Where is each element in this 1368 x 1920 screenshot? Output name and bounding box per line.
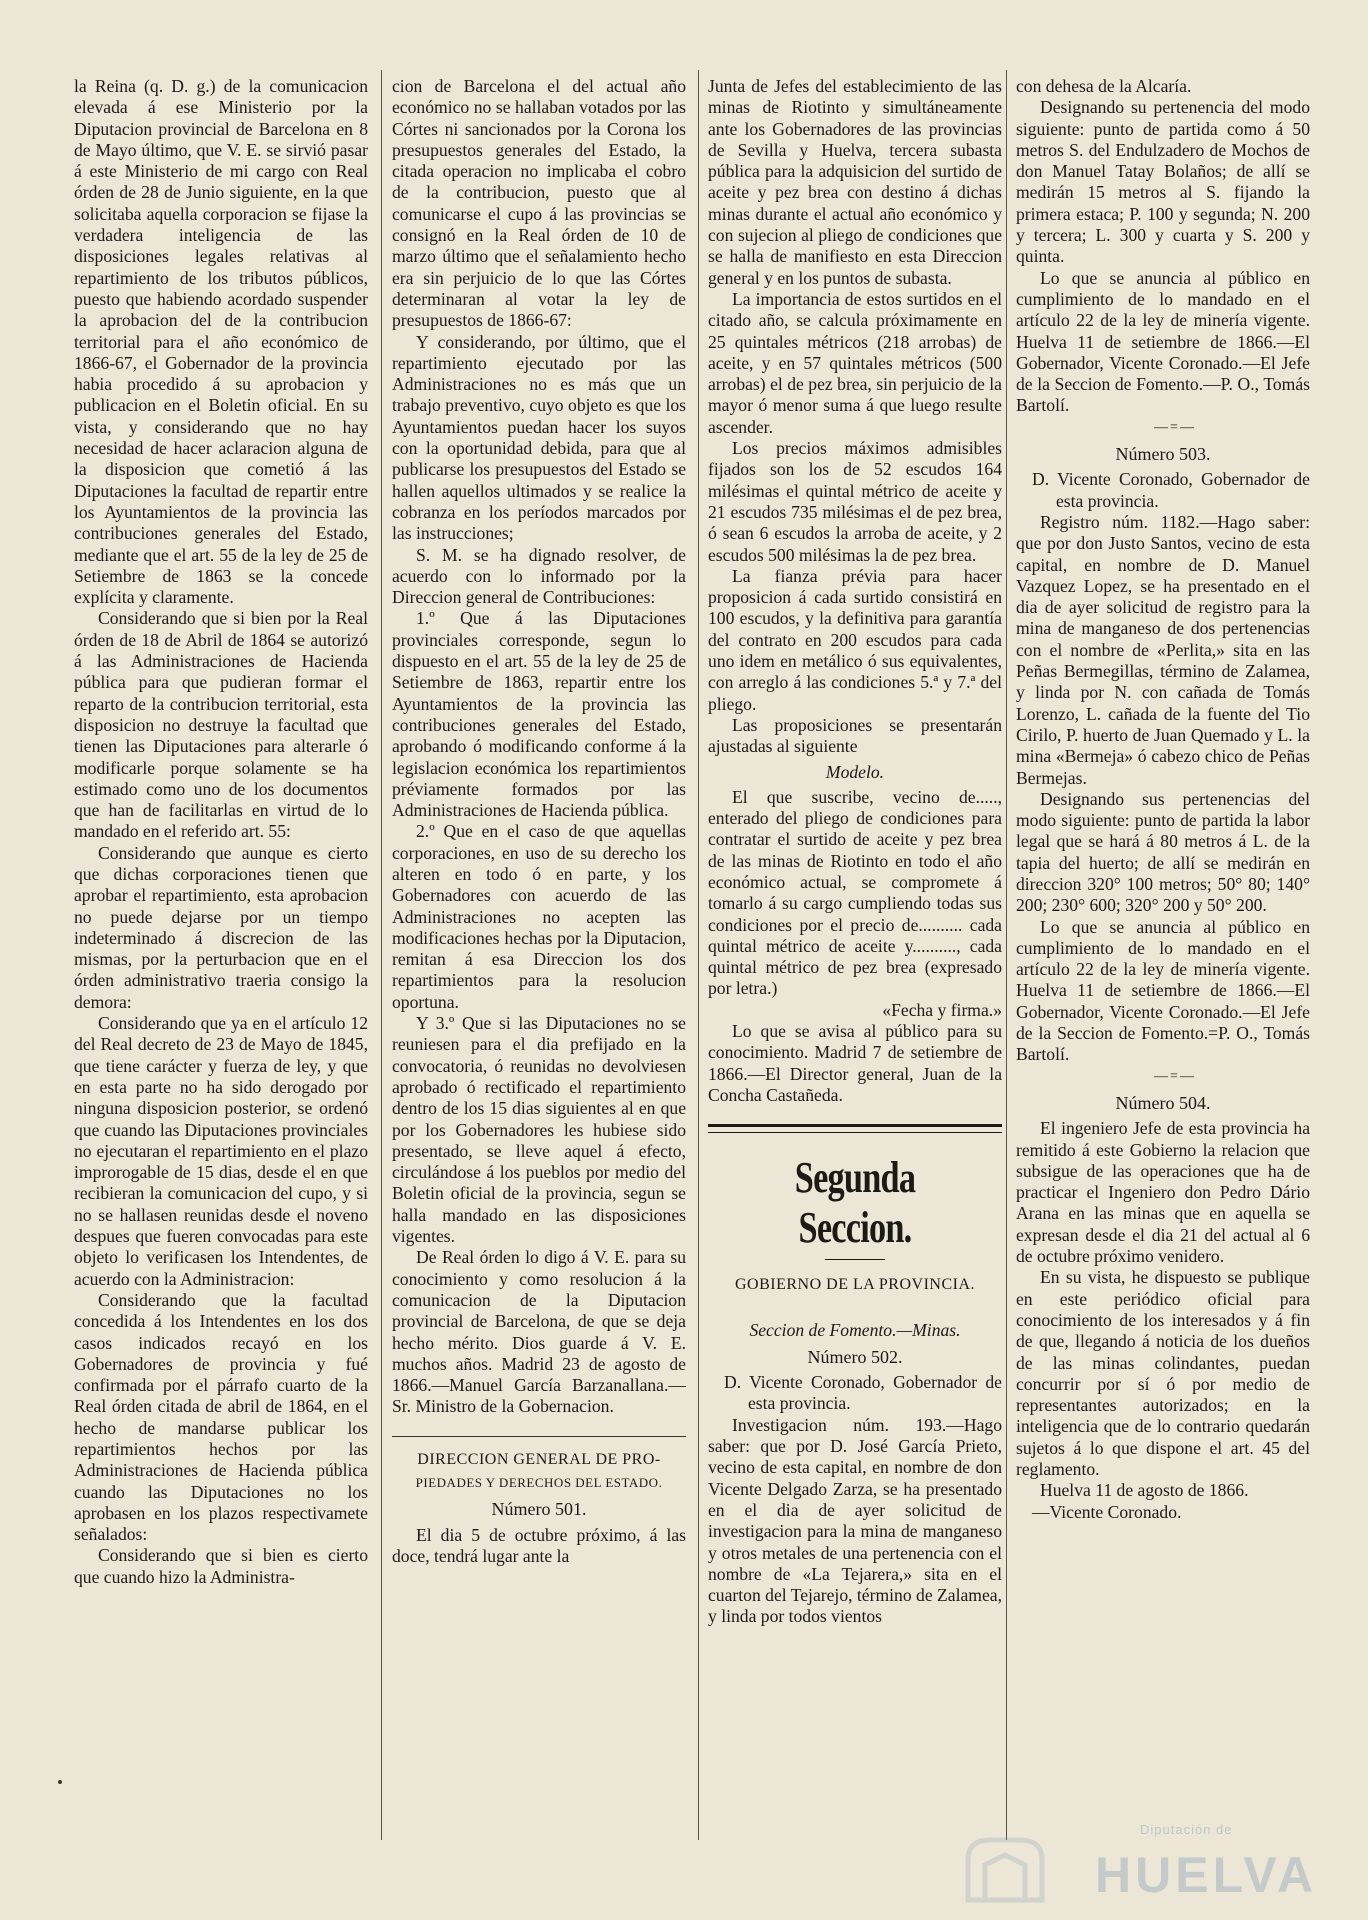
paragraph: De Real órden lo digo á V. E. para su conocimiento y como resolucion á la comunicacion de la Diputacion provincial de Barcelona, de que se deja hecho mérito. Dios guarde á V. E. muchos años. Madrid 23 de agosto de 1866.—Manuel García Barzanallana.—Sr. Ministro de la Gobernacion. (392, 1247, 686, 1417)
section-heading: Segunda Seccion. (794, 1153, 916, 1253)
paragraph: Lo que se anuncia al público en cumplimiento de lo mandado en el artículo 22 de la ley de minería vigente. Huelva 11 de setiembre de 1866.—El Gobernador, Vicente Coronado.—El Jefe de la Seccion de Fomento.=P. O., Tomás Bartolí. (1016, 916, 1310, 1065)
paragraph: Considerando que si bien por la Real órden de 18 de Abril de 1864 se autorizó á las Administraciones de Hacienda pública para que pudieran formar el reparto de la contribucion territorial, esta disposicion no destruye la facultad que tienen las Diputaciones para alterarle ó modificarle porque solamente se ha estimado como uno de los documentos que han de facilitarlas en virtud de lo mandado en el referido art. 55: (74, 608, 368, 842)
short-rule (825, 1259, 885, 1260)
column-3 (708, 76, 1002, 1906)
paragraph: Designando su pertenencia del modo siguiente: punto de partida como á 50 metros S. del Endulzadero de Mochos de don Manuel Tatay Bolaños; de allí se medirán 15 metros al S. fijando la primera estaca; P. 100 y segunda; N. 200 y tercera; L. 300 y cuarta y S. 200 y quinta. (1016, 97, 1310, 267)
paragraph: la Reina (q. D. g.) de la comunicacion elevada á ese Ministerio por la Diputacion provincial de Barcelona en 8 de Mayo último, que V. E. se sirvió pasar á este Ministerio de mi cargo con Real órden de 28 de Junio siguiente, en la que solicitaba aquella corporacion se fijase la verdadera inteligencia de las disposiciones legales relativas al repartimiento de los tributos públicos, puesto que habiendo acordado suspender la aprobacion del de la contribucion territorial para el año económico de 1866-67, el Gobernador de la provincia habia procedido á su aprobacion y publicacion en el Boletin oficial. En su vista, y considerando que no hay necesidad de hacer aclaracion alguna de la disposicion que cometió á las Diputaciones la facultad de repartir entre los Ayuntamientos de la provincia las contribuciones generales del Estado, mediante que el art. 55 de la ley de 25 de Setiembre de 1863 se la concede explícita y claramente. (74, 76, 368, 608)
signature: —Vicente Coronado. (1032, 1501, 1182, 1522)
double-rule (708, 1124, 1002, 1133)
paragraph: Lo que se anuncia al público en cumplimiento de lo mandado en el artículo 22 de la ley de minería vigente. Huelva 11 de setiembre de 1866.—El Gobernador, Vicente Coronado.—El Jefe de la Seccion de Fomento.—P. O., Tomás Bartolí. (1016, 267, 1310, 416)
paragraph: Registro núm. 1182.—Hago saber: que por don Justo Santos, vecino de esta capital, en nombre de D. Manuel Vazquez Lopez, se ha presentado en el dia de ayer solicitud de registro para la mina de manganeso de dos pertenencias con el nombre de «Perlita,» sita en las Peñas Bermegillas, término de Zalamea, y linda por N. con cañada de Tomás Lorenzo, L. cañada de la fuente del Tio Cirilo, P. huerto de Juan Quemado y L. la mina «Bermeja» ó cabezo chico de Peñas Bermejas. (1016, 511, 1310, 788)
paragraph: En su vista, he dispuesto se publique en este periódico oficial para conocimiento de los interesados y á fin de que, llegando á noticia de los dueños de las minas colindantes, puedan concurrir por sí ó por medio de representantes autorizados; en la inteligencia que de lo contrario quedarán sujetos á lo que dispone el art. 45 del reglamento. (1016, 1267, 1310, 1479)
paragraph: La importancia de estos surtidos en el citado año, se calcula próximamente en 25 quintales métricos (218 arrobas) de aceite, y en 57 quintales métricos (500 arrobas) el de pez brea, sin perjuicio de la mayor ó menor suma á que luego resulte ascender. (708, 288, 1002, 437)
heading: DIRECCION GENERAL DE PRO- (417, 1450, 661, 1468)
paragraph: El que suscribe, vecino de....., enterado del pliego de condiciones para contratar el surtido de aceite y pez brea de las minas de Riotinto en todo el año económico actual, se compromete á tomarlo á su cargo cumpliendo todas sus condiciones por el precio de.......... cada quintal métrico de aceite y.........., cada quintal métrico de pez brea (expresado por letra.) (708, 786, 1002, 999)
italic-heading: Modelo. (825, 761, 885, 782)
paragraph: La fianza prévia para hacer proposicion á cada surtido consistirá en 100 escudos, y la definitiva para garantía del contrato en 200 escudos para cada uno idem en metálico ó sus equivalentes, con arreglo á las condiciones 5.ª y 7.ª del pliego. (708, 565, 1002, 714)
paragraph: 1.º Que á las Diputaciones provinciales corresponde, segun lo dispuesto en el art. 55 de la ley de 25 de Setiembre de 1863, repartir entre los Ayuntamientos de la provincia las contribuciones generales del Estado, aprobando ó modificando conforme á la legislacion económica los repartimientos préviamente formados por las Administraciones de Hacienda pública. (392, 608, 686, 821)
paragraph: S. M. se ha dignado resolver, de acuerdo con lo informado por la Direccion general de Contribuciones: (392, 544, 686, 608)
paragraph: Huelva 11 de agosto de 1866. (1040, 1480, 1249, 1501)
column-1 (74, 76, 368, 1906)
paragraph: El ingeniero Jefe de esta provincia ha remitido á este Gobierno la relacion que subsigue de las operaciones que ha de practicar el Ingeniero don Pedro Dário Arana en las minas que en aquella se expresan desde el dia 21 del actual al 6 de octubre próximo venidero. (1016, 1118, 1310, 1267)
signature-line: «Fecha y firma.» (882, 999, 1002, 1020)
paragraph: El dia 5 de octubre próximo, á las doce, tendrá lugar ante la (392, 1524, 686, 1566)
notice-number: Número 502. (807, 1346, 903, 1367)
italic-heading: Seccion de Fomento.—Minas. (749, 1319, 961, 1340)
paragraph: cion de Barcelona el del actual año económico no se hallaban votados por las Córtes ni sancionados por la Corona los presupuestos generales del Estado, la citada operacion no implicaba el cobro de la contribucion, puesto que al comunicarse el cupo á las provincias se consignó en la Real órden de 10 de marzo último que el señalamiento hecho era sin perjuicio de lo que las Córtes determinaran al votar la ley de presupuestos de 1866-67: (392, 76, 686, 331)
ornament: —=— (1154, 1068, 1196, 1084)
column-2 (392, 76, 686, 1906)
paragraph: Investigacion núm. 193.—Hago saber: que por D. José García Prieto, vecino de esta capital, en nombre de don Vicente Delgado Zarza, se ha presentado en el dia de ayer solicitud de investigacion para la mina de manganeso y otros metales de una pertenencia con el nombre de «La Tejarera,» sita en el cuarton del Tejarejo, término de Zalamea, y linda por todos vientos (708, 1414, 1002, 1627)
column-rule (381, 70, 382, 1840)
notice-number: Número 504. (1115, 1092, 1211, 1113)
watermark-top-text: Diputación de (1140, 1822, 1233, 1837)
paragraph: con dehesa de la Alcaría. (1016, 76, 1192, 96)
official-title: D. Vicente Coronado, Gobernador de esta provincia. (1032, 469, 1310, 511)
paragraph: Considerando que la facultad concedida á los Intendentes en los dos casos indicados recayó en los Gobernadores de provincia y fué confirmada por el párrafo cuarto de la Real órden citada de abril de 1864, en el hecho de mandarse publicar los repartimientos hechos por las Administraciones de Hacienda pública cuando las Diputaciones no los aprobasen en los plazos respectivamete señalados: (74, 1289, 368, 1545)
column-4 (1016, 76, 1310, 1906)
paragraph: Los precios máximos admisibles fijados son los de 52 escudos 164 milésimas el quintal métrico de aceite y 21 escudos 735 milésimas el de pez brea, ó sean 6 escudos la arroba de aceite, y 2 escudos 500 milésimas la de pez brea. (708, 438, 1002, 565)
paragraph: Y 3.º Que si las Diputaciones no se reuniesen para el dia prefijado en la convocatoria, ó reunidas no devolviesen aprobado ó rectificado el repartimiento dentro de los 15 dias siguientes al en que por los Gobernadores les hubiese sido presentado, se lleve aquel á efecto, circulándose á los pueblos por medio del Boletin oficial de la provincia, segun se halla mandado en las disposiciones vigentes. (392, 1013, 686, 1247)
subheading: PIEDADES Y DERECHOS DEL ESTADO. (415, 1475, 663, 1490)
paragraph: 2.º Que en el caso de que aquellas corporaciones, en uso de su derecho los alteren en todo ó en parte, y los Gobernadores con acuerdo de las Administraciones no acepten las modificaciones hechas por la Diputacion, remitan á esa Direccion los dos repartimientos para la resolucion oportuna. (392, 821, 686, 1012)
paragraph: Considerando que si bien es cierto que cuando hizo la Administra- (74, 1545, 368, 1587)
column-rule (698, 70, 699, 1840)
paragraph: Designando sus pertenencias del modo siguiente: punto de partida la labor legal que se hará á 80 metros á L. de la tapia del huerto; de allí se medirán en direccion 320° 100 metros; 50° 80; 140° 200; 230° 600; 320° 200 y 50° 200. (1016, 788, 1310, 916)
paragraph: Junta de Jefes del establecimiento de las minas de Riotinto y simultáneamente ante los Gobernadores de las provincias de Sevilla y Huelva, tercera subasta pública para la adquisicion del surtido de aceite y pez brea con destino á dichas minas durante el actual año económico y con sujecion al pliego de condiciones que se halla de manifiesto en esta Direccion general y en los puntos de subasta. (708, 76, 1002, 288)
paragraph: Las proposiciones se presentarán ajustadas al siguiente (708, 714, 1002, 757)
spacer (708, 1298, 1002, 1316)
section-rule (392, 1436, 686, 1437)
column-rule (1006, 70, 1007, 1840)
paragraph: Considerando que aunque es cierto que dichas corporaciones tienen que aprobar el repartimiento, esta aprobacion no puede dejarse por un tiempo indeterminado á discrecion de las mismas, por la perturbacion que en el órden administrativo traeria consigo la demora: (74, 842, 368, 1012)
watermark-text: HUELVA (1095, 1847, 1318, 1903)
paragraph: Considerando que ya en el artículo 12 del Real decreto de 23 de Mayo de 1845, que tiene carácter y fuerza de ley, y que en esta parte no ha sido derogado por ninguna disposicion posterior, se ordenó que cuando las Diputaciones provinciales no ejecutaran el repartimiento en el plazo improrogable de 15 dias, desde el en que recibieran la comunicacion del cupo, y si no se hallasen reunidas desde el noveno despues que fueren convocadas para este objeto lo verificasen los Intendentes, de acuerdo con la Administracion: (74, 1013, 368, 1289)
notice-number: Número 501. (491, 1499, 587, 1520)
notice-number: Número 503. (1115, 444, 1211, 465)
ink-dot (58, 1780, 62, 1784)
paragraph: Y considerando, por último, que el repartimiento ejecutado por las Administraciones no es más que un trabajo preventivo, cuyo objeto es que los Ayuntamientos puedan hacer los suyos con la oportunidad debida, para que al publicarse los presupuestos del Estado se hallen aquellos ultimados y se realice la cobranza en los períodos marcados por las instrucciones; (392, 331, 686, 544)
heading: GOBIERNO DE LA PROVINCIA. (734, 1276, 976, 1294)
paragraph: Lo que se avisa al público para su conocimiento. Madrid 7 de setiembre de 1866.—El Director general, Juan de la Concha Castañeda. (708, 1021, 1002, 1105)
official-title: D. Vicente Coronado, Gobernador de esta provincia. (724, 1372, 1002, 1414)
ornament: —=— (1154, 419, 1196, 435)
